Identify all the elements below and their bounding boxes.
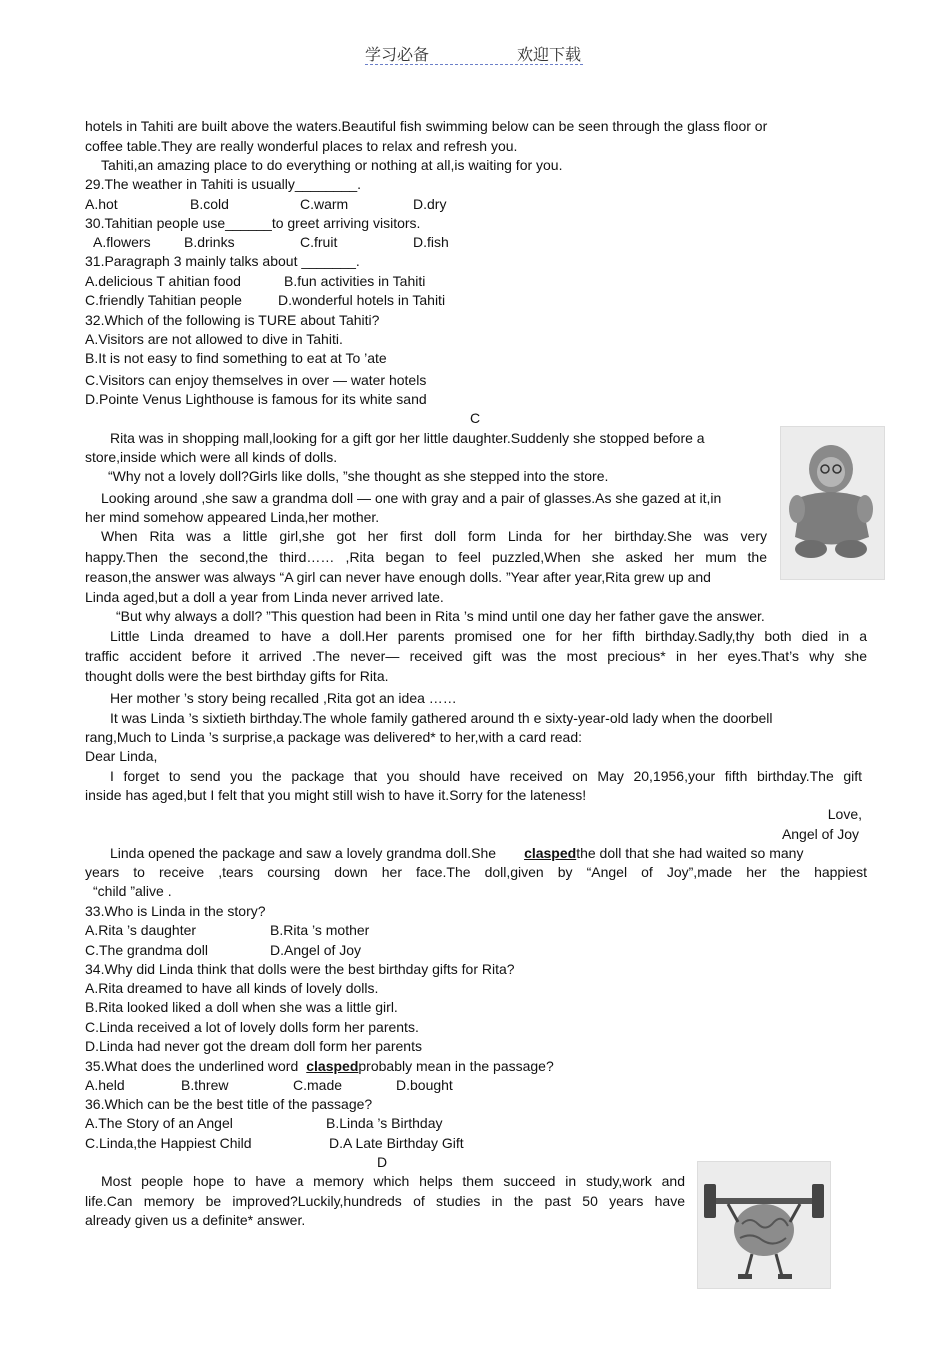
passage-line: Her mother ’s story being recalled ,Rita got an idea ……	[110, 690, 457, 706]
passage-line: her mind somehow appeared Linda,her mother.	[85, 509, 380, 525]
passage-line: already given us a definite* answer.	[85, 1212, 306, 1228]
passage-line: store,inside which were all kinds of dolls.	[85, 449, 338, 465]
q34-option-b: B.Rita looked liked a doll when she was a little girl.	[85, 999, 398, 1015]
line-text: probably mean in the passage?	[358, 1058, 554, 1074]
q35-option-a: A.held	[85, 1077, 125, 1093]
passage-line: “Why not a lovely doll?Girls like dolls, ”she thought as she stepped into the store.	[108, 468, 609, 484]
passage-line: Most people hope to have a memory which helps them succeed in study,work and	[101, 1173, 685, 1189]
header-right: 欢迎下载	[516, 45, 581, 64]
q30-option-b: B.drinks	[184, 234, 235, 250]
q34-option-a: A.Rita dreamed to have all kinds of lovely dolls.	[85, 980, 379, 996]
header-left: 学习必备	[365, 45, 430, 64]
question-31: 31.Paragraph 3 mainly talks about _______.	[85, 253, 360, 269]
question-32: 32.Which of the following is TURE about Tahiti?	[85, 312, 380, 328]
passage-line: rang,Much to Linda ’s surprise,a package was delivered* to her,with a card read:	[85, 729, 583, 745]
q33-option-c: C.The grandma doll	[85, 942, 208, 958]
question-30: 30.Tahitian people use______to greet arriving visitors.	[85, 215, 421, 231]
q30-option-c: C.fruit	[300, 234, 338, 250]
q31-option-d: D.wonderful hotels in Tahiti	[278, 292, 446, 308]
q36-option-b: B.Linda ’s Birthday	[326, 1115, 443, 1131]
passage-line: Rita was in shopping mall,looking for a gift gor her little daughter.Suddenly she stopped before a	[110, 430, 705, 446]
passage-line: coffee table.They are really wonderful places to relax and refresh you.	[85, 138, 518, 154]
passage-line	[110, 844, 803, 862]
question-35	[85, 1057, 554, 1075]
line-text: Linda opened the package and saw a lovely grandma doll.She	[110, 845, 497, 861]
brain-weightlifting-image	[697, 1161, 831, 1289]
passage-line: “child ”alive .	[93, 883, 172, 899]
q36-option-c: C.Linda,the Happiest Child	[85, 1135, 252, 1151]
q33-option-b: B.Rita ’s mother	[270, 922, 370, 938]
page-header	[365, 42, 583, 65]
line-text: 35.What does the underlined word	[85, 1058, 299, 1074]
passage-line: Tahiti,an amazing place to do everything or nothing at all,is waiting for you.	[101, 157, 563, 173]
q35-option-d: D.bought	[396, 1077, 453, 1093]
q36-option-a: A.The Story of an Angel	[85, 1115, 233, 1131]
q32-option-c: C.Visitors can enjoy themselves in over — water hotels	[85, 372, 427, 388]
q29-option-a: A.hot	[85, 196, 118, 212]
section-d-label: D	[377, 1154, 388, 1170]
underlined-word-clasped: clasped	[524, 845, 577, 861]
passage-line: happy.Then the second,the third…… ,Rita began to feel puzzled,When she asked her mum the	[85, 549, 767, 565]
passage-line: life.Can memory be improved?Luckily,hundreds of studies in the past 50 years have	[85, 1193, 685, 1209]
letter-greeting: Dear Linda,	[85, 748, 158, 764]
q32-option-b: B.It is not easy to find something to eat at To ’ate	[85, 350, 387, 366]
letter-line: inside has aged,but I felt that you might still wish to have it.Sorry for the lateness!	[85, 787, 587, 803]
q33-option-d: D.Angel of Joy	[270, 942, 362, 958]
underlined-word-clasped: clasped	[306, 1058, 359, 1074]
passage-line: traffic accident before it arrived .The never— received gift was the most precious* in her eyes.That’s why she	[85, 648, 867, 664]
letter-closing: Love,	[827, 806, 862, 822]
passage-line: thought dolls were the best birthday gifts for Rita.	[85, 668, 389, 684]
q30-option-d: D.fish	[413, 234, 449, 250]
q34-option-c: C.Linda received a lot of lovely dolls form her parents.	[85, 1019, 419, 1035]
question-36: 36.Which can be the best title of the passage?	[85, 1096, 373, 1112]
question-34: 34.Why did Linda think that dolls were the best birthday gifts for Rita?	[85, 961, 515, 977]
question-29: 29.The weather in Tahiti is usually________.	[85, 176, 362, 192]
grandma-doll-image	[780, 426, 885, 580]
passage-line: Linda aged,but a doll a year from Linda never arrived late.	[85, 589, 444, 605]
q35-option-c: C.made	[293, 1077, 343, 1093]
passage-line: Little Linda dreamed to have a doll.Her parents promised one for her fifth birthday.Sadly,thy both died in a	[110, 628, 867, 644]
q34-option-d: D.Linda had never got the dream doll form her parents	[85, 1038, 422, 1054]
section-c-label: C	[469, 410, 481, 426]
q32-option-d: D.Pointe Venus Lighthouse is famous for its white sand	[85, 391, 427, 407]
q35-option-b: B.threw	[181, 1077, 229, 1093]
q29-option-c: C.warm	[300, 196, 349, 212]
passage-line: years to receive ,tears coursing down her face.The doll,given by “Angel of Joy”,made her the happiest	[85, 864, 867, 880]
q31-option-a: A.delicious T ahitian food	[85, 273, 241, 289]
q31-option-c: C.friendly Tahitian people	[85, 292, 242, 308]
q33-option-a: A.Rita ’s daughter	[85, 922, 197, 938]
passage-line: hotels in Tahiti are built above the waters.Beautiful fish swimming below can be seen through the glass floor or	[85, 118, 768, 134]
q32-option-a: A.Visitors are not allowed to dive in Tahiti.	[85, 331, 343, 347]
passage-line: When Rita was a little girl,she got her first doll form Linda for her birthday.She was very	[101, 528, 767, 544]
q30-option-a: A.flowers	[93, 234, 151, 250]
passage-line: “But why always a doll? ”This question had been in Rita ’s mind until one day her father gave the answer.	[116, 608, 765, 624]
q29-option-d: D.dry	[413, 196, 447, 212]
letter-signature: Angel of Joy	[781, 826, 859, 842]
passage-line: It was Linda ’s sixtieth birthday.The whole family gathered around th e sixty-year-old lady when the doorbell	[110, 710, 773, 726]
passage-line: reason,the answer was always “A girl can never have enough dolls. ”Year after year,Rita grew up and	[85, 569, 711, 585]
letter-line: I forget to send you the package that you should have received on May 20,1956,your fifth birthday.The gift	[110, 768, 862, 784]
q36-option-d: D.A Late Birthday Gift	[329, 1135, 464, 1151]
question-33: 33.Who is Linda in the story?	[85, 903, 266, 919]
passage-line: Looking around ,she saw a grandma doll — one with gray and a pair of glasses.As she gazed at it,in	[101, 490, 722, 506]
q31-option-b: B.fun activities in Tahiti	[284, 273, 426, 289]
q29-option-b: B.cold	[190, 196, 229, 212]
line-text: the doll that she had waited so many	[576, 845, 804, 861]
